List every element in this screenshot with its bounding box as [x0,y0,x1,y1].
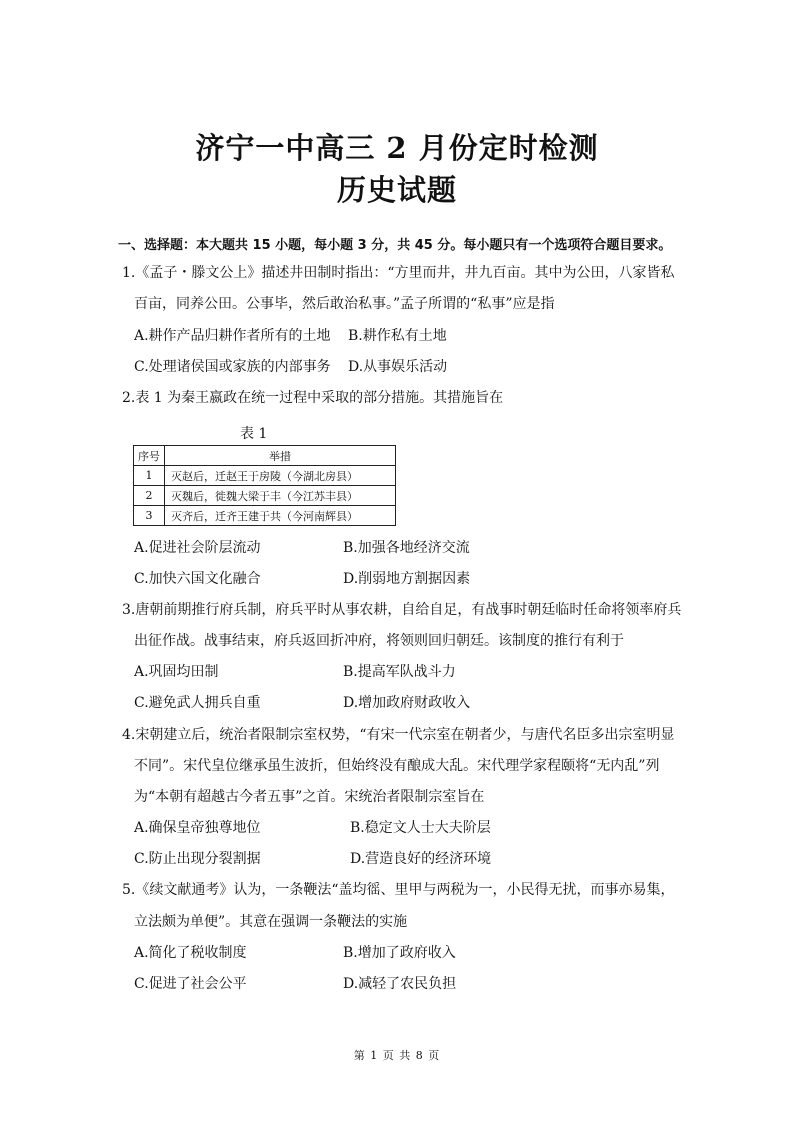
question-3-option-b: B.提高军队战斗力 [343,664,456,680]
page-number: 第 1 页 共 8 页 [353,1049,441,1062]
question-5-option-b: B.增加了政府收入 [343,945,456,961]
question-3-option-d: D.增加政府财政收入 [343,695,471,711]
table-cell: 1 [134,466,165,486]
question-3-text: 3.唐朝前期推行府兵制，府兵平时从事农耕，自给自足，有战事时朝廷临时任命将领率府兵 [122,602,682,618]
question-4-option-a: A.确保皇帝独尊地位 [134,820,261,836]
table-caption: 表 1 [240,426,268,442]
question-2-text: 2.表 1 为秦王嬴政在统一过程中采取的部分措施。其措施旨在 [122,390,504,406]
question-5-option-a: A.简化了税收制度 [134,945,247,961]
table-cell: 灭魏后，徙魏大梁于丰（今江苏丰县） [165,486,396,506]
question-2-option-a: A.促进社会阶层流动 [134,540,261,556]
question-1-option-d: D.从事娱乐活动 [348,359,448,375]
table-header-cell: 序号 [134,446,165,466]
question-3-option-a: A.巩固均田制 [134,664,219,680]
question-1-text-cont: 百亩，同养公田。公事毕，然后敢治私事。”孟子所谓的“私事”应是指 [134,296,555,312]
table-cell: 3 [134,506,165,526]
section-heading: 一、选择题：本大题共 15 小题，每小题 3 分，共 45 分。每小题只有一个选项符合题目要求。 [118,238,672,253]
measures-table [133,445,396,526]
table-row [134,506,396,526]
question-1-text: 1.《孟子・滕文公上》描述井田制时指出：“方里而井，井九百亩。其中为公田，八家皆私 [122,265,675,281]
question-4-text: 4.宋朝建立后，统治者限制宗室权势，“有宋一代宗室在朝者少，与唐代名臣多出宗室明显 [122,727,675,743]
table-cell: 灭赵后，迁赵王于房陵（今湖北房县） [165,466,396,486]
question-4-option-b: B.稳定文人士大夫阶层 [350,820,491,836]
question-4-option-d: D.营造良好的经济环境 [350,851,492,867]
table-cell: 2 [134,486,165,506]
question-1-option-c: C.处理诸侯国或家族的内部事务 [134,359,331,375]
question-4-option-c: C.防止出现分裂割据 [134,851,261,867]
question-3-option-c: C.避免武人拥兵自重 [134,695,261,711]
question-3-text-cont: 出征作战。战事结束，府兵返回折冲府，将领则回归朝廷。该制度的推行有利于 [134,633,624,649]
table-row [134,466,396,486]
exam-subtitle: 历史试题 [336,173,457,207]
question-5-text: 5.《续文献通考》认为，一条鞭法“盖均徭、里甲与两税为一，小民得无扰，而事亦易集， [122,882,675,898]
question-1-option-a: A.耕作产品归耕作者所有的土地 [134,328,331,344]
question-2-option-d: D.削弱地方割据因素 [343,571,471,587]
question-5-option-d: D.减轻了农民负担 [343,976,457,992]
question-5-text-cont: 立法颇为单便”。其意在强调一条鞭法的实施 [134,914,408,930]
table-cell: 灭齐后，迁齐王建于共（今河南辉县） [165,506,396,526]
question-2-option-c: C.加快六国文化融合 [134,571,261,587]
table-header-cell: 举措 [165,446,396,466]
exam-title: 济宁一中高三 2 月份定时检测 [195,131,599,165]
question-2-option-b: B.加强各地经济交流 [343,540,470,556]
table-header-row [134,446,396,466]
question-4-text-cont: 不同”。宋代皇位继承虽生波折，但始终没有酿成大乱。宋代理学家程颐将“无内乱”列 [134,758,660,774]
question-1-option-b: B.耕作私有土地 [348,328,447,344]
question-4-text-cont: 为“本朝有超越古今者五事”之首。宋统治者限制宗室旨在 [134,789,485,805]
question-5-option-c: C.促进了社会公平 [134,976,247,992]
table-row [134,486,396,506]
